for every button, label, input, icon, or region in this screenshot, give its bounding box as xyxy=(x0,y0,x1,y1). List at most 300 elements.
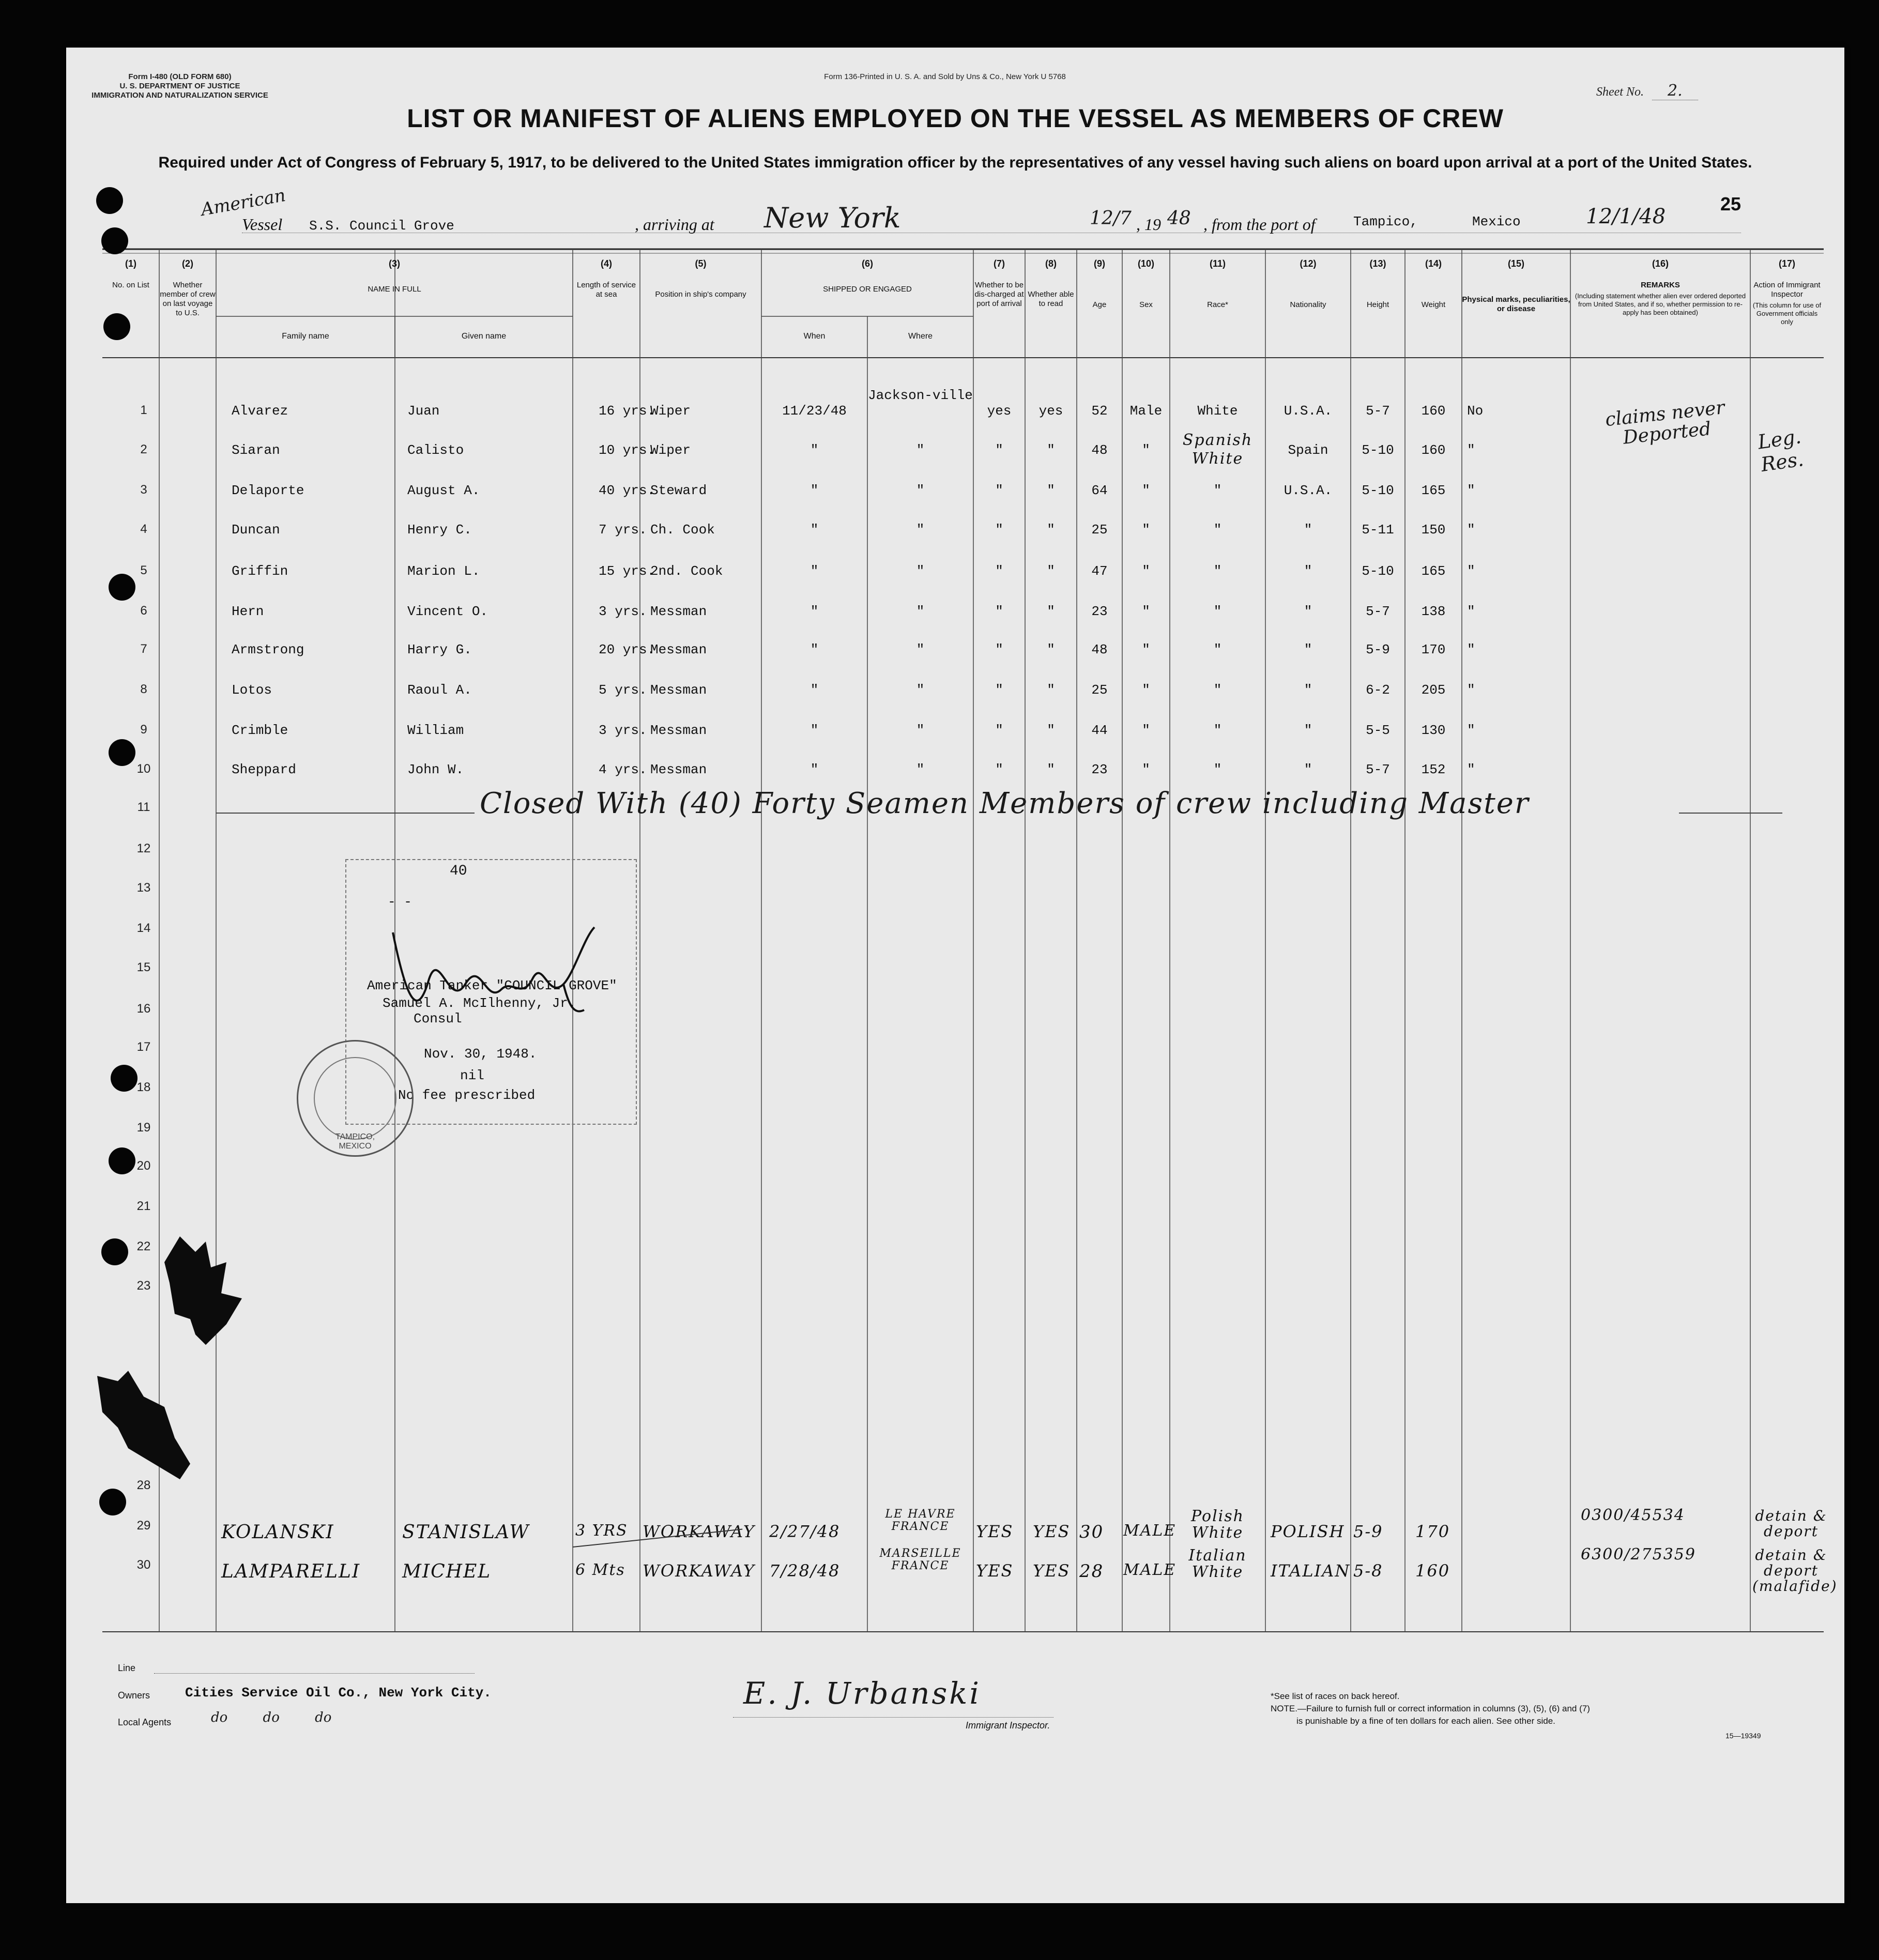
cell-service: 3 yrs. xyxy=(599,604,647,619)
cell-height: 5-7 xyxy=(1366,604,1390,619)
hand-cell-age: 28 xyxy=(1079,1561,1104,1582)
col-sex-num: (10) xyxy=(1137,258,1154,269)
cell-service: 5 yrs. xyxy=(599,682,647,698)
col-height-label: Height xyxy=(1366,300,1389,309)
punch-hole xyxy=(111,1065,138,1092)
row-number: 16 xyxy=(136,1002,151,1016)
cell-where: Jackson-ville xyxy=(868,388,973,403)
cell-sex: Male xyxy=(1129,403,1163,419)
punch-hole xyxy=(103,313,130,340)
hand-cell-where: LE HAVRE FRANCE xyxy=(885,1508,956,1533)
col-marks-num: (15) xyxy=(1507,258,1524,269)
given-name-head: Given name xyxy=(461,332,507,341)
cell-read: " xyxy=(1047,522,1055,538)
cell-family: Alvarez xyxy=(232,403,288,419)
col-height-num: (13) xyxy=(1369,258,1386,269)
arrival-date: 12/7 xyxy=(1090,208,1132,229)
row-number: 9 xyxy=(140,723,147,737)
row-number: 7 xyxy=(140,642,147,656)
cell-family: Armstrong xyxy=(232,642,304,657)
col-race-label: Race* xyxy=(1207,300,1228,309)
cell-weight: 160 xyxy=(1421,403,1446,419)
col-read-num: (8) xyxy=(1045,258,1057,269)
cell-when: " xyxy=(810,723,819,738)
punch-hole xyxy=(101,1238,128,1265)
row-number: 28 xyxy=(136,1478,151,1492)
race-note: *See list of races on back hereof. xyxy=(1271,1691,1400,1701)
form-id-line3: IMMIGRATION AND NATURALIZATION SERVICE xyxy=(91,91,268,100)
col-weight-num: (14) xyxy=(1425,258,1442,269)
cell-nationality: Spain xyxy=(1288,442,1328,458)
cell-discharged: " xyxy=(995,682,1003,698)
row-number: 10 xyxy=(136,762,151,776)
cell-when: " xyxy=(810,522,819,538)
consul-signature xyxy=(377,917,605,1020)
seal-text: TAMPICO, MEXICO xyxy=(335,1132,375,1151)
cell-height: 6-2 xyxy=(1366,682,1390,698)
hand-cell-position: WORKAWAY xyxy=(643,1522,755,1541)
col-discharged xyxy=(973,258,1025,309)
row-number: 20 xyxy=(136,1159,151,1173)
hand-cell-service: 6 Mts xyxy=(575,1561,625,1579)
col-remarks xyxy=(1570,258,1750,317)
cell-family: Duncan xyxy=(232,522,280,538)
hand-cell-weight: 170 xyxy=(1415,1522,1450,1541)
cell-age: 47 xyxy=(1091,563,1108,579)
cell-marks: " xyxy=(1467,604,1475,619)
stamp-dash: - - xyxy=(388,894,412,910)
cell-given: William xyxy=(407,723,464,738)
row-number: 14 xyxy=(136,921,151,935)
col-action xyxy=(1750,258,1824,326)
cell-marks: " xyxy=(1467,642,1475,657)
cell-marks: " xyxy=(1467,563,1475,579)
cell-when: " xyxy=(810,483,819,498)
cell-marks: " xyxy=(1467,522,1475,538)
cell-age: 48 xyxy=(1091,442,1108,458)
cell-race: " xyxy=(1213,682,1222,698)
year-prefix: , 19 xyxy=(1136,215,1161,234)
cell-when: " xyxy=(810,563,819,579)
owners-value: Cities Service Oil Co., New York City. xyxy=(185,1685,492,1701)
hand-cell-sex: MALE xyxy=(1123,1522,1177,1540)
cell-family: Lotos xyxy=(232,682,272,698)
cell-height: 5-7 xyxy=(1366,762,1390,777)
cell-read: yes xyxy=(1038,403,1063,419)
col-service xyxy=(573,258,640,299)
cell-position: Messman xyxy=(650,604,707,619)
cell-sex: " xyxy=(1142,642,1150,657)
where-head: Where xyxy=(908,332,933,341)
cell-race: " xyxy=(1213,723,1222,738)
page-number: 25 xyxy=(1720,193,1741,215)
col-name xyxy=(216,258,573,294)
cell-sex: " xyxy=(1142,762,1150,777)
cell-read: " xyxy=(1047,723,1055,738)
arrival-year: 48 xyxy=(1167,208,1191,229)
row2-remarks: claims never Deported xyxy=(1604,397,1726,449)
col-action-label: Action of Immigrant Inspector xyxy=(1753,281,1821,299)
hand-cell-service: 3 YRS xyxy=(575,1522,628,1540)
cell-given: Calisto xyxy=(407,442,464,458)
hand-cell-where: MARSEILLE FRANCE xyxy=(879,1547,961,1572)
from-country: Mexico xyxy=(1472,214,1521,229)
cell-service: 20 yrs. xyxy=(599,642,655,657)
hand-cell-remarks: 6300/275359 xyxy=(1581,1545,1696,1564)
cell-read: " xyxy=(1047,682,1055,698)
stamp-service-no: nil xyxy=(460,1068,484,1083)
stamp-consul-title: Consul xyxy=(414,1011,462,1027)
row-number: 15 xyxy=(136,960,151,974)
stamp-date: Nov. 30, 1948. xyxy=(424,1046,537,1062)
departure-date: 12/1/48 xyxy=(1586,205,1666,228)
cell-marks: " xyxy=(1467,483,1475,498)
hand-cell-action: detain & deport xyxy=(1755,1507,1827,1540)
hand-cell-height: 5-8 xyxy=(1353,1561,1383,1581)
cell-nationality: " xyxy=(1304,604,1312,619)
cell-height: 5-11 xyxy=(1362,522,1394,538)
hand-cell-remarks: 0300/45534 xyxy=(1581,1506,1685,1524)
col-read xyxy=(1025,258,1077,309)
row-number: 17 xyxy=(136,1040,151,1054)
arriving-port: New York xyxy=(764,202,901,234)
col-weight xyxy=(1405,258,1462,310)
cell-sex: " xyxy=(1142,483,1150,498)
col-nationality xyxy=(1265,258,1351,310)
row-number: 3 xyxy=(140,483,147,497)
line-label: Line xyxy=(118,1663,136,1673)
cell-weight: 138 xyxy=(1421,604,1446,619)
col-remarks-num: (16) xyxy=(1652,258,1669,269)
hand-cell-height: 5-9 xyxy=(1353,1522,1383,1541)
cell-when: " xyxy=(810,762,819,777)
inspector-underline xyxy=(733,1717,1053,1718)
cell-age: 48 xyxy=(1091,642,1108,657)
cell-position: Messman xyxy=(650,682,707,698)
col-name-label: NAME IN FULL xyxy=(368,285,421,294)
cell-where: " xyxy=(916,563,925,579)
cell-sex: " xyxy=(1142,442,1150,458)
page-title: LIST OR MANIFEST OF ALIENS EMPLOYED ON THE VESSEL AS MEMBERS OF CREW xyxy=(407,104,1504,133)
stamp-count: 40 xyxy=(450,863,467,879)
col-sex xyxy=(1122,258,1170,310)
sheet-label: Sheet No. xyxy=(1596,85,1644,99)
form-code: 15—19349 xyxy=(1725,1732,1761,1740)
sheet-number: 2. xyxy=(1652,82,1698,100)
hand-cell-nationality: ITALIAN xyxy=(1271,1561,1351,1581)
cell-family: Hern xyxy=(232,604,264,619)
col-service-label: Length of service at sea xyxy=(576,281,636,299)
cell-weight: 152 xyxy=(1421,762,1446,777)
vessel-nationality: American xyxy=(199,185,287,221)
row-number: 1 xyxy=(140,403,147,417)
cell-height: 5-7 xyxy=(1366,403,1390,419)
col-no xyxy=(102,258,159,290)
cell-marks: " xyxy=(1467,762,1475,777)
cell-race: " xyxy=(1213,563,1222,579)
cell-given: Vincent O. xyxy=(407,604,488,619)
cell-where: " xyxy=(916,682,925,698)
row-number: 30 xyxy=(136,1558,151,1572)
cell-where: " xyxy=(916,723,925,738)
cell-when: " xyxy=(810,604,819,619)
cell-sex: " xyxy=(1142,682,1150,698)
family-name-head: Family name xyxy=(282,332,329,341)
col-height xyxy=(1351,258,1405,310)
table-grid xyxy=(66,48,1844,1903)
row-number: 12 xyxy=(136,841,151,855)
cell-weight: 205 xyxy=(1421,682,1446,698)
cell-nationality: U.S.A. xyxy=(1284,483,1333,498)
cell-height: 5-5 xyxy=(1366,723,1390,738)
cell-position: Wiper xyxy=(650,442,691,458)
cell-age: 52 xyxy=(1091,403,1108,419)
punch-hole xyxy=(109,739,135,766)
hand-cell-sex: MALE xyxy=(1123,1561,1177,1579)
cell-given: August A. xyxy=(407,483,480,498)
cell-read: " xyxy=(1047,604,1055,619)
col-service-num: (4) xyxy=(601,258,612,269)
cell-sex: " xyxy=(1142,563,1150,579)
cell-discharged: " xyxy=(995,522,1003,538)
cell-age: 44 xyxy=(1091,723,1108,738)
cell-position: Wiper xyxy=(650,403,691,419)
page-subtitle: Required under Act of Congress of February 5, 1917, to be delivered to the United States immigration officer by the representatives of any vessel having such aliens on board upon arrival at a port of the United States. xyxy=(158,154,1752,171)
cell-nationality: " xyxy=(1304,723,1312,738)
cell-nationality: " xyxy=(1304,563,1312,579)
col-age-label: Age xyxy=(1092,300,1107,309)
vessel-label: Vessel xyxy=(242,215,283,234)
row-number: 22 xyxy=(136,1239,151,1253)
col-nationality-label: Nationality xyxy=(1290,300,1326,309)
cell-family: Sheppard xyxy=(232,762,296,777)
col-read-label: Whether able to read xyxy=(1028,290,1074,308)
cell-age: 64 xyxy=(1091,483,1108,498)
col-nationality-num: (12) xyxy=(1300,258,1317,269)
col-last-voyage-num: (2) xyxy=(182,258,193,269)
cell-marks: " xyxy=(1467,682,1475,698)
cell-weight: 165 xyxy=(1421,563,1446,579)
row-number: 19 xyxy=(136,1121,151,1135)
punch-hole xyxy=(99,1489,126,1515)
hand-cell-nationality: POLISH xyxy=(1271,1522,1345,1541)
agents-label: Local Agents xyxy=(118,1717,172,1727)
hand-cell-read: YES xyxy=(1033,1522,1071,1541)
cell-discharged: " xyxy=(995,563,1003,579)
cell-age: 25 xyxy=(1091,522,1108,538)
cell-weight: 130 xyxy=(1421,723,1446,738)
cell-position: Ch. Cook xyxy=(650,522,715,538)
col-position-label: Position in ship's company xyxy=(655,290,746,299)
cell-read: " xyxy=(1047,563,1055,579)
hand-cell-given: STANISLAW xyxy=(402,1522,530,1543)
cell-where: " xyxy=(916,642,925,657)
cell-race: Spanish White xyxy=(1182,431,1253,468)
cell-discharged: yes xyxy=(987,403,1012,419)
row-number: 21 xyxy=(136,1199,151,1213)
cell-service: 7 yrs. xyxy=(599,522,647,538)
cell-service: 16 yrs. xyxy=(599,403,655,419)
col-race-num: (11) xyxy=(1209,258,1226,269)
col-sex-label: Sex xyxy=(1139,300,1153,309)
cell-service: 4 yrs. xyxy=(599,762,647,777)
cell-height: 5-9 xyxy=(1366,642,1390,657)
punch-hole xyxy=(109,1147,135,1174)
line-underline xyxy=(154,1673,475,1674)
cell-read: " xyxy=(1047,442,1055,458)
from-port: Tampico, xyxy=(1353,214,1418,229)
cell-age: 23 xyxy=(1091,762,1108,777)
cell-where: " xyxy=(916,762,925,777)
from-port-label: , from the port of xyxy=(1203,215,1316,234)
col-no-num: (1) xyxy=(125,258,136,269)
cell-race: " xyxy=(1213,642,1222,657)
hand-cell-action: detain & deport (malafide) xyxy=(1752,1546,1838,1595)
row-number: 4 xyxy=(140,522,147,536)
manifest-sheet xyxy=(66,48,1844,1903)
form-id-line2: U. S. DEPARTMENT OF JUSTICE xyxy=(119,82,240,90)
cell-marks: No xyxy=(1467,403,1484,419)
cell-weight: 150 xyxy=(1421,522,1446,538)
hand-cell-position: WORKAWAY xyxy=(643,1561,755,1581)
row-number: 8 xyxy=(140,682,147,696)
cell-position: Messman xyxy=(650,762,707,777)
hand-cell-discharged: YES xyxy=(976,1561,1014,1581)
row-number: 6 xyxy=(140,604,147,618)
cell-read: " xyxy=(1047,483,1055,498)
cell-sex: " xyxy=(1142,604,1150,619)
hand-cell-race: Italian White xyxy=(1188,1546,1247,1581)
col-shipped-num: (6) xyxy=(862,258,873,269)
hand-cell-family: KOLANSKI xyxy=(221,1522,334,1543)
cell-position: Steward xyxy=(650,483,707,498)
row-number: 11 xyxy=(137,800,150,814)
agents-value: do do do xyxy=(211,1710,332,1725)
cell-service: 10 yrs. xyxy=(599,442,655,458)
hand-cell-when: 2/27/48 xyxy=(769,1522,841,1541)
cell-age: 23 xyxy=(1091,604,1108,619)
inspector-label: Immigrant Inspector. xyxy=(966,1720,1050,1731)
col-shipped-label: SHIPPED OR ENGAGED xyxy=(823,285,912,294)
cell-position: 2nd. Cook xyxy=(650,563,723,579)
col-shipped xyxy=(761,258,973,294)
row-number: 18 xyxy=(136,1080,151,1094)
row-number: 23 xyxy=(136,1279,151,1293)
cell-nationality: " xyxy=(1304,522,1312,538)
cell-nationality: " xyxy=(1304,642,1312,657)
closing-note: Closed With (40) Forty Seamen Members of crew including Master xyxy=(480,787,1530,820)
col-name-num: (3) xyxy=(389,258,400,269)
cell-sex: " xyxy=(1142,522,1150,538)
cell-where: " xyxy=(916,442,925,458)
penalty-note-2: is punishable by a fine of ten dollars for each alien. See other side. xyxy=(1296,1716,1555,1726)
punch-hole xyxy=(109,574,135,601)
stamp-vessel: American Tanker "COUNCIL GROVE" xyxy=(367,978,617,993)
cell-nationality: " xyxy=(1304,762,1312,777)
cell-marks: " xyxy=(1467,442,1475,458)
cell-position: Messman xyxy=(650,723,707,738)
stamp-fee: No fee prescribed xyxy=(398,1088,536,1103)
hand-cell-race: Polish White xyxy=(1191,1507,1244,1542)
row-number: 13 xyxy=(136,881,151,895)
punch-hole xyxy=(101,227,128,254)
when-head: When xyxy=(803,332,826,341)
cell-race: White xyxy=(1197,403,1238,419)
col-position-num: (5) xyxy=(695,258,707,269)
cell-height: 5-10 xyxy=(1362,483,1394,498)
cell-discharged: " xyxy=(995,762,1003,777)
col-no-label: No. on List xyxy=(112,281,149,289)
cell-given: Harry G. xyxy=(407,642,472,657)
hand-cell-when: 7/28/48 xyxy=(769,1561,841,1581)
col-position xyxy=(640,258,761,299)
col-last-voyage-label: Whether member of crew on last voyage to U.S. xyxy=(160,281,216,317)
cell-where: " xyxy=(916,522,925,538)
cell-race: " xyxy=(1213,522,1222,538)
consular-seal xyxy=(297,1040,414,1157)
cell-where: " xyxy=(916,483,925,498)
punch-hole xyxy=(96,187,123,214)
col-last-voyage xyxy=(159,258,216,318)
cell-marks: " xyxy=(1467,723,1475,738)
cell-given: John W. xyxy=(407,762,464,777)
cell-where: " xyxy=(916,604,925,619)
cell-race: " xyxy=(1213,604,1222,619)
cell-discharged: " xyxy=(995,442,1003,458)
col-action-num: (17) xyxy=(1778,258,1795,269)
row-number: 29 xyxy=(136,1519,151,1533)
row-number: 5 xyxy=(140,563,147,577)
cell-when: " xyxy=(810,642,819,657)
col-marks-label: Physical marks, peculiarities, or disease xyxy=(1462,295,1570,313)
cell-sex: " xyxy=(1142,723,1150,738)
cell-given: Juan xyxy=(407,403,440,419)
hand-cell-read: YES xyxy=(1033,1561,1071,1581)
cell-nationality: " xyxy=(1304,682,1312,698)
cell-service: 15 yrs. xyxy=(599,563,655,579)
cell-height: 5-10 xyxy=(1362,563,1394,579)
stamp-consul-name: Samuel A. McIlhenny, Jr. xyxy=(383,996,576,1011)
col-race xyxy=(1170,258,1265,310)
action-note: (This column for use of Government officials only xyxy=(1752,301,1822,326)
cell-when: " xyxy=(810,682,819,698)
cell-given: Raoul A. xyxy=(407,682,472,698)
closing-rule-left xyxy=(216,813,475,814)
cell-when: 11/23/48 xyxy=(782,403,847,419)
cell-given: Marion L. xyxy=(407,563,480,579)
cell-nationality: U.S.A. xyxy=(1284,403,1333,419)
cell-read: " xyxy=(1047,762,1055,777)
cell-given: Henry C. xyxy=(407,522,472,538)
printer-line: Form 136-Printed in U. S. A. and Sold by Uns & Co., New York U 5768 xyxy=(824,72,1066,81)
hand-cell-weight: 160 xyxy=(1415,1561,1450,1581)
penalty-note: NOTE.—Failure to furnish full or correct information in columns (3), (5), (6) and (7) xyxy=(1271,1704,1590,1713)
cell-service: 40 yrs. xyxy=(599,483,655,498)
cell-discharged: " xyxy=(995,723,1003,738)
cell-age: 25 xyxy=(1091,682,1108,698)
inspector-signature: E. J. Urbanski xyxy=(743,1676,981,1711)
cell-family: Delaporte xyxy=(232,483,304,498)
cell-race: " xyxy=(1213,762,1222,777)
col-weight-label: Weight xyxy=(1421,300,1446,309)
cell-service: 3 yrs. xyxy=(599,723,647,738)
hand-cell-family: LAMPARELLI xyxy=(221,1561,361,1582)
col-remarks-label: REMARKS xyxy=(1641,281,1680,289)
cell-read: " xyxy=(1047,642,1055,657)
hand-cell-discharged: YES xyxy=(976,1522,1014,1541)
cell-height: 5-10 xyxy=(1362,442,1394,458)
cell-family: Crimble xyxy=(232,723,288,738)
